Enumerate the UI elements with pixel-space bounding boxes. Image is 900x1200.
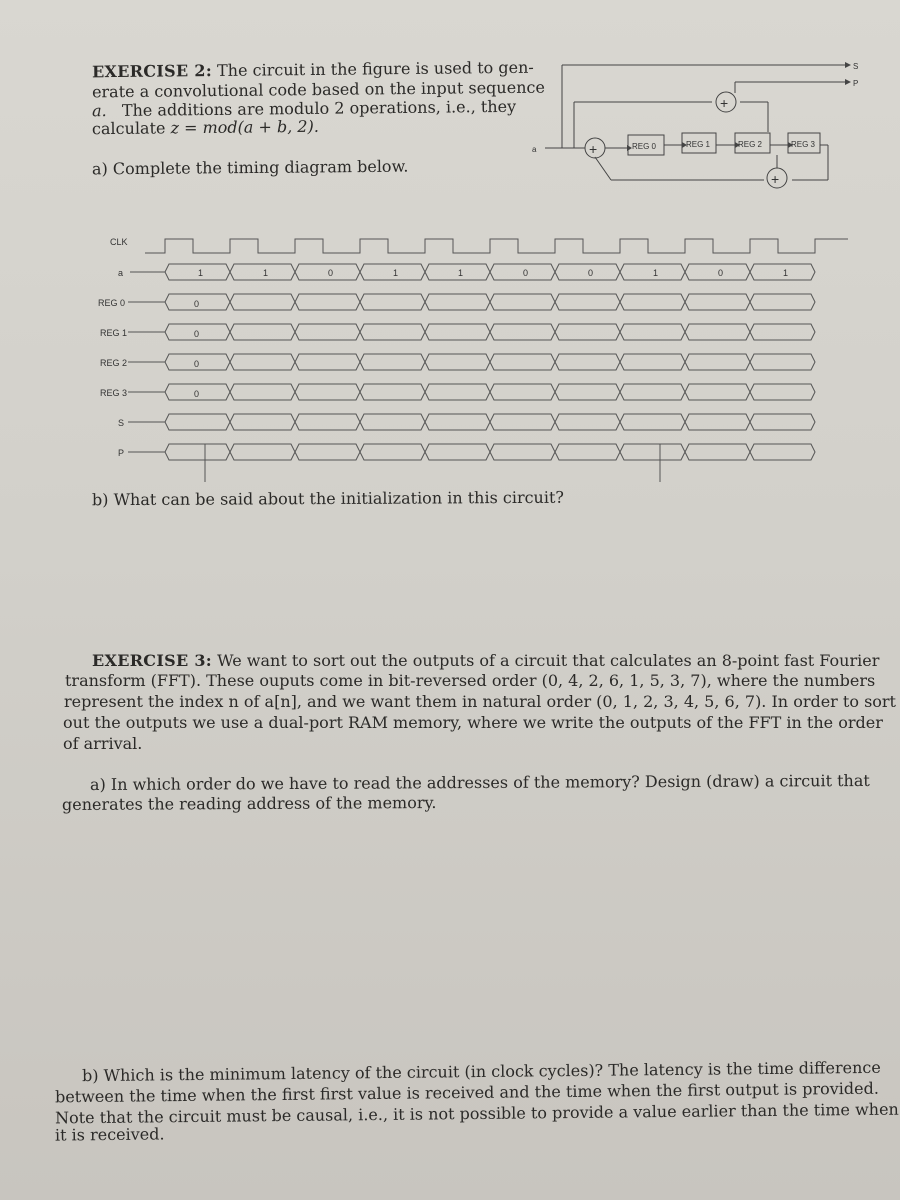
output-p-label: P — [853, 79, 859, 88]
exercise3-line2: transform (FFT). These ouputs come in bit-reversed order (0, 4, 2, 6, 1, 5, 3, 7), where the numbers — [65, 671, 876, 690]
reg0-box-label: REG 0 — [632, 142, 657, 151]
a-value-7: 1 — [653, 268, 659, 278]
signal-clk-label: CLK — [110, 237, 128, 247]
reg3-box-label: REG 3 — [791, 140, 816, 149]
bus-row-reg0 — [165, 294, 815, 310]
exercise2-part-b: b) What can be said about the initialization in this circuit? — [91, 487, 564, 510]
signal-reg0-label: REG 0 — [98, 298, 126, 308]
exercise3-text-1: We want to sort out the outputs of a circuit that calculates an 8-point fast Fourier — [217, 651, 880, 670]
adder-3-symbol: + — [771, 171, 780, 187]
exercise3-part-a-line1: a) In which order do we have to read the addresses of the memory? Design (draw) a circuit that — [89, 770, 870, 795]
reg3-initial-value: 0 — [194, 389, 200, 399]
exercise3-part-b-line1: b) Which is the minimum latency of the circuit (in clock cycles)? The latency is the time difference — [81, 1057, 881, 1086]
a-value-0: 1 — [198, 268, 204, 278]
signal-p-label: P — [118, 448, 125, 458]
signal-s-label: S — [118, 418, 125, 428]
exercise2-text-3: The additions are modulo 2 operations, i.e., they — [121, 96, 517, 120]
signal-reg1-label: REG 1 — [100, 328, 128, 338]
exercise3-line1 — [92, 651, 879, 671]
a-value-5: 0 — [523, 268, 529, 278]
bus-row-reg1 — [165, 324, 815, 340]
adder-2-symbol: + — [720, 95, 729, 111]
circuit-input-a: a — [532, 145, 537, 154]
a-value-4: 1 — [458, 268, 464, 278]
exercise3-part-b-line3: Note that the circuit must be causal, i.e., it is not possible to provide a value earlier than the time when — [54, 1099, 899, 1128]
reg2-initial-value: 0 — [194, 359, 200, 369]
adder-1-symbol: + — [589, 141, 598, 157]
a-value-1: 1 — [263, 268, 269, 278]
exercise2-part-a: a) Complete the timing diagram below. — [91, 156, 409, 179]
input-var: a. — [91, 101, 107, 121]
exercise3-title: EXERCISE 3: — [92, 651, 212, 670]
bus-row-s — [165, 414, 815, 430]
a-value-3: 1 — [393, 268, 399, 278]
signal-reg2-label: REG 2 — [100, 358, 128, 368]
exercise3-line5: of arrival. — [63, 734, 143, 753]
a-value-6: 0 — [588, 268, 594, 278]
exercise3-part-a-line2: generates the reading address of the memory. — [61, 793, 437, 814]
reg1-initial-value: 0 — [194, 329, 200, 339]
bus-row-reg2 — [165, 354, 815, 370]
exercise3-part-b-line4: it is received. — [54, 1124, 165, 1145]
a-value-8: 0 — [718, 268, 724, 278]
convolutional-encoder-circuit — [0, 40, 900, 240]
signal-reg3-label: REG 3 — [100, 388, 128, 398]
reg1-box-label: REG 1 — [686, 140, 711, 149]
bus-row-reg3 — [165, 384, 815, 400]
modulo-formula: z = mod(a + b, 2). — [170, 116, 319, 138]
bus-row-p — [165, 444, 815, 460]
exercise2-title: EXERCISE 2: — [91, 61, 213, 82]
reg0-initial-value: 0 — [194, 299, 200, 309]
exercise3-part-b-line2: between the time when the first first value is received and the time when the first output is provided. — [54, 1078, 880, 1107]
exercise2-text-4: calculate — [91, 118, 166, 139]
output-s-label: S — [853, 62, 859, 71]
a-value-9: 1 — [783, 268, 789, 278]
reg2-box-label: REG 2 — [738, 140, 763, 149]
a-value-2: 0 — [328, 268, 334, 278]
exercise3-line3: represent the index n of a[n], and we want them in natural order (0, 1, 2, 3, 4, 5, 6, 7). In order to sort — [64, 692, 896, 711]
exercise2-line2: erate a convolutional code based on the input sequence — [91, 77, 545, 102]
timing-diagram — [0, 220, 900, 500]
signal-a-label: a — [118, 268, 124, 278]
exercise3-line4: out the outputs we use a dual-port RAM memory, where we write the outputs of the FFT in the order — [63, 713, 883, 732]
exercise2-text-1: The circuit in the figure is used to gen- — [216, 57, 534, 81]
